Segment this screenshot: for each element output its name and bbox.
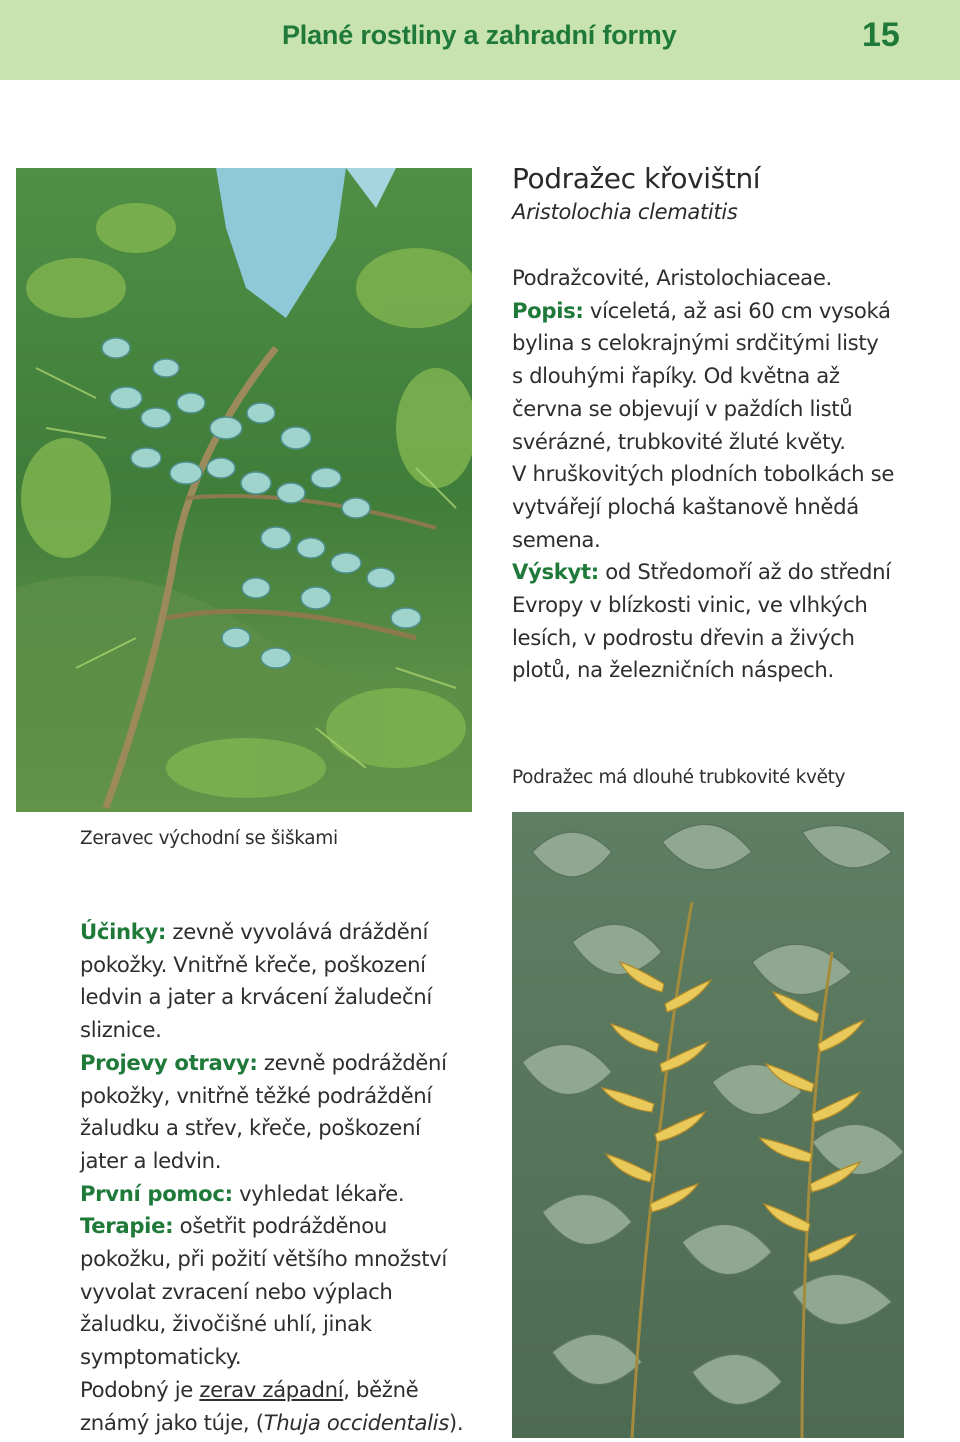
occurrence-line-1: Výskyt: od Středomoří až do střední — [512, 559, 891, 585]
therapy-line-4: žaludku, živočišné uhlí, jinak — [80, 1311, 372, 1337]
symptoms-line-1: Projevy otravy: zevně podráždění — [80, 1049, 447, 1075]
therapy-line-1: Terapie: ošetřit podrážděnou — [80, 1213, 387, 1239]
photo-aristolochia-flowers — [512, 812, 904, 1438]
photo2-caption: Podražec má dlouhé trubkovité květy — [512, 767, 846, 788]
similar-line-2: známý jako túje, (Thuja occidentalis). — [80, 1409, 464, 1435]
page-number: 15 — [862, 16, 900, 54]
occurrence-line-2: Evropy v blízkosti vinic, ve vlhkých — [512, 592, 868, 618]
plant-latin-name: Aristolochia clematitis — [512, 200, 738, 224]
therapy-line-2: pokožku, při požití většího množství — [80, 1246, 447, 1272]
photo-thuja-cones — [16, 168, 472, 812]
therapy-line-3: vyvolat zvracení nebo výplach — [80, 1278, 393, 1304]
therapy-line-5: symptomaticky. — [80, 1344, 242, 1370]
similar-line-1: Podobný je zerav západní, běžně — [80, 1376, 419, 1402]
plant-name: Podražec křovištní — [512, 162, 761, 195]
effects-line-1: Účinky: zevně vyvolává dráždění — [80, 919, 429, 944]
description-line-6: V hruškovitých plodních tobolkách se — [512, 461, 895, 487]
similar-latin-name: Thuja occidentalis — [263, 1409, 449, 1435]
description-line-3: s dlouhými řapíky. Od května až — [512, 363, 840, 389]
plant-description-block — [512, 262, 932, 687]
occurrence-line-3: lesích, v podrostu dřevin a živých — [512, 624, 855, 650]
first-aid-line: První pomoc: vyhledat lékaře. — [80, 1180, 405, 1206]
occurrence-label: Výskyt: — [512, 559, 599, 585]
symptoms-line-3: žaludku a střev, křeče, poškození — [80, 1115, 421, 1141]
description-line-8: semena. — [512, 526, 601, 552]
page-header — [0, 0, 960, 80]
symptoms-line-4: jater a ledvin. — [80, 1147, 222, 1173]
chapter-title: Plané rostliny a zahradní formy — [282, 20, 677, 50]
description-line-2: bylina s celokrajnými srdčitými listy — [512, 330, 879, 356]
effects-line-2: pokožky. Vnitřně křeče, poškození — [80, 951, 426, 977]
description-line-5: svérázné, trubkovité žluté květy. — [512, 428, 846, 454]
similar-species-link[interactable]: zerav západní — [199, 1376, 344, 1402]
toxicity-block — [80, 916, 500, 1439]
description-line-4: června se objevují v paždích listů — [512, 395, 853, 421]
description-label: Popis: — [512, 297, 584, 323]
therapy-label: Terapie: — [80, 1213, 174, 1239]
first-aid-label: První pomoc: — [80, 1180, 233, 1206]
family-line: Podražcovité, Aristolochiaceae. — [512, 265, 832, 290]
effects-line-4: sliznice. — [80, 1017, 162, 1043]
symptoms-label: Projevy otravy: — [80, 1049, 258, 1075]
description-line-1: Popis: víceletá, až asi 60 cm vysoká — [512, 297, 891, 323]
symptoms-line-2: pokožky, vnitřně těžké podráždění — [80, 1082, 432, 1108]
occurrence-line-4: plotů, na železničních náspech. — [512, 657, 834, 683]
effects-label: Účinky: — [80, 919, 167, 944]
effects-line-3: ledvin a jater a krvácení žaludeční — [80, 984, 432, 1010]
photo1-caption: Zeravec východní se šiškami — [80, 828, 338, 849]
description-line-7: vytvářejí plochá kaštanově hnědá — [512, 493, 859, 519]
